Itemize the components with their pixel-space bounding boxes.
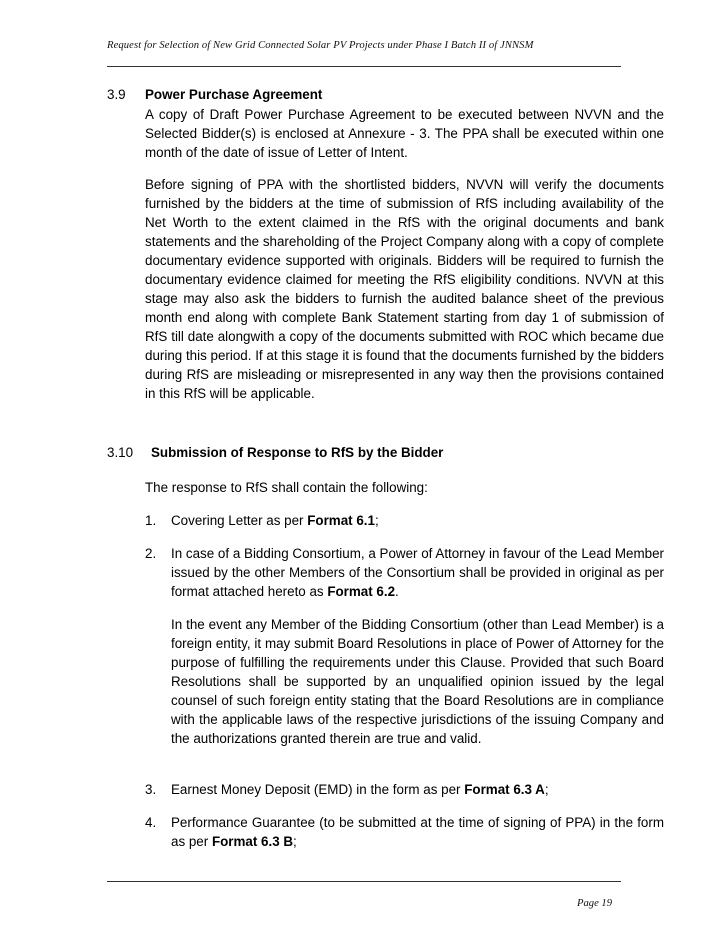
format-reference: Format 6.2 <box>327 584 396 599</box>
list-item-text: Covering Letter as per Format 6.1; <box>171 513 379 528</box>
page-number: Page 19 <box>577 898 613 909</box>
format-reference: Format 6.3 B <box>211 834 294 849</box>
footer-divider <box>107 881 621 882</box>
list-item-number: 4. <box>145 815 157 830</box>
list-item-number: 3. <box>145 782 157 797</box>
header-divider <box>107 66 621 67</box>
section-3-10-intro: The response to RfS shall contain the following: <box>145 480 428 495</box>
section-3-10-title: Submission of Response to RfS by the Bidder <box>151 445 444 460</box>
list-item-subparagraph: In the event any Member of the Bidding Consortium (other than Lead Member) is a foreign entity, it may submit Board Resolutions in place of Power of Attorney for the purpose of fulfilling the requirements under this Clause. Provided that such Board Resolutions shall be supported by an unqualified opinion issued by the legal counsel of such foreign entity stating that the Board Resolutions are in compliance with the applicable laws of the respective jurisdictions of the issuing Company and the authorizations granted therein are true and valid. <box>171 617 664 746</box>
list-item-text: In case of a Bidding Consortium, a Power of Attorney in favour of the Lead Member issued by the other Members of the Consortium shall be provided in original as per format attached hereto as Format 6.2. <box>171 546 664 599</box>
document-header: Request for Selection of New Grid Connected Solar PV Projects under Phase I Batch II of JNNSM <box>107 40 534 51</box>
list-item-number: 2. <box>145 546 157 561</box>
section-3-9-title: Power Purchase Agreement <box>145 87 323 102</box>
section-3-9-number: 3.9 <box>107 87 126 102</box>
format-reference: Format 6.1 <box>307 513 375 528</box>
list-item-number: 1. <box>145 513 157 528</box>
list-item-text: Earnest Money Deposit (EMD) in the form as per Format 6.3 A; <box>171 782 549 797</box>
section-3-10-number: 3.10 <box>107 445 134 460</box>
format-reference: Format 6.3 A <box>464 782 545 797</box>
section-3-9-paragraph-1: A copy of Draft Power Purchase Agreement to be executed between NVVN and the Selected Bidder(s) is enclosed at Annexure - 3. The PPA shall be executed within one month of the date of issue of Letter of Intent. <box>145 107 664 160</box>
section-3-9-paragraph-2: Before signing of PPA with the shortlisted bidders, NVVN will verify the documents furnished by the bidders at the time of submission of RfS including availability of the Net Worth to the extent claimed in the RfS with the original documents and bank statements and the shareholding of the Project Company along with a copy of complete documentary evidence supported with originals. Bidders will be required to furnish the documentary evidence claimed for meeting the RfS eligibility conditions. NVVN at this stage may also ask the bidders to furnish the audited balance sheet of the previous month end along with complete Bank Statement starting from day 1 of submission of RfS till date alongwith a copy of the documents submitted with ROC which became due during this period. If at this stage it is found that the documents furnished by the bidders during RfS are misleading or misrepresented in any way then the provisions contained in this RfS will be applicable. <box>145 177 664 401</box>
list-item-text: Performance Guarantee (to be submitted at the time of signing of PPA) in the form as per Format 6.3 B; <box>171 815 664 849</box>
